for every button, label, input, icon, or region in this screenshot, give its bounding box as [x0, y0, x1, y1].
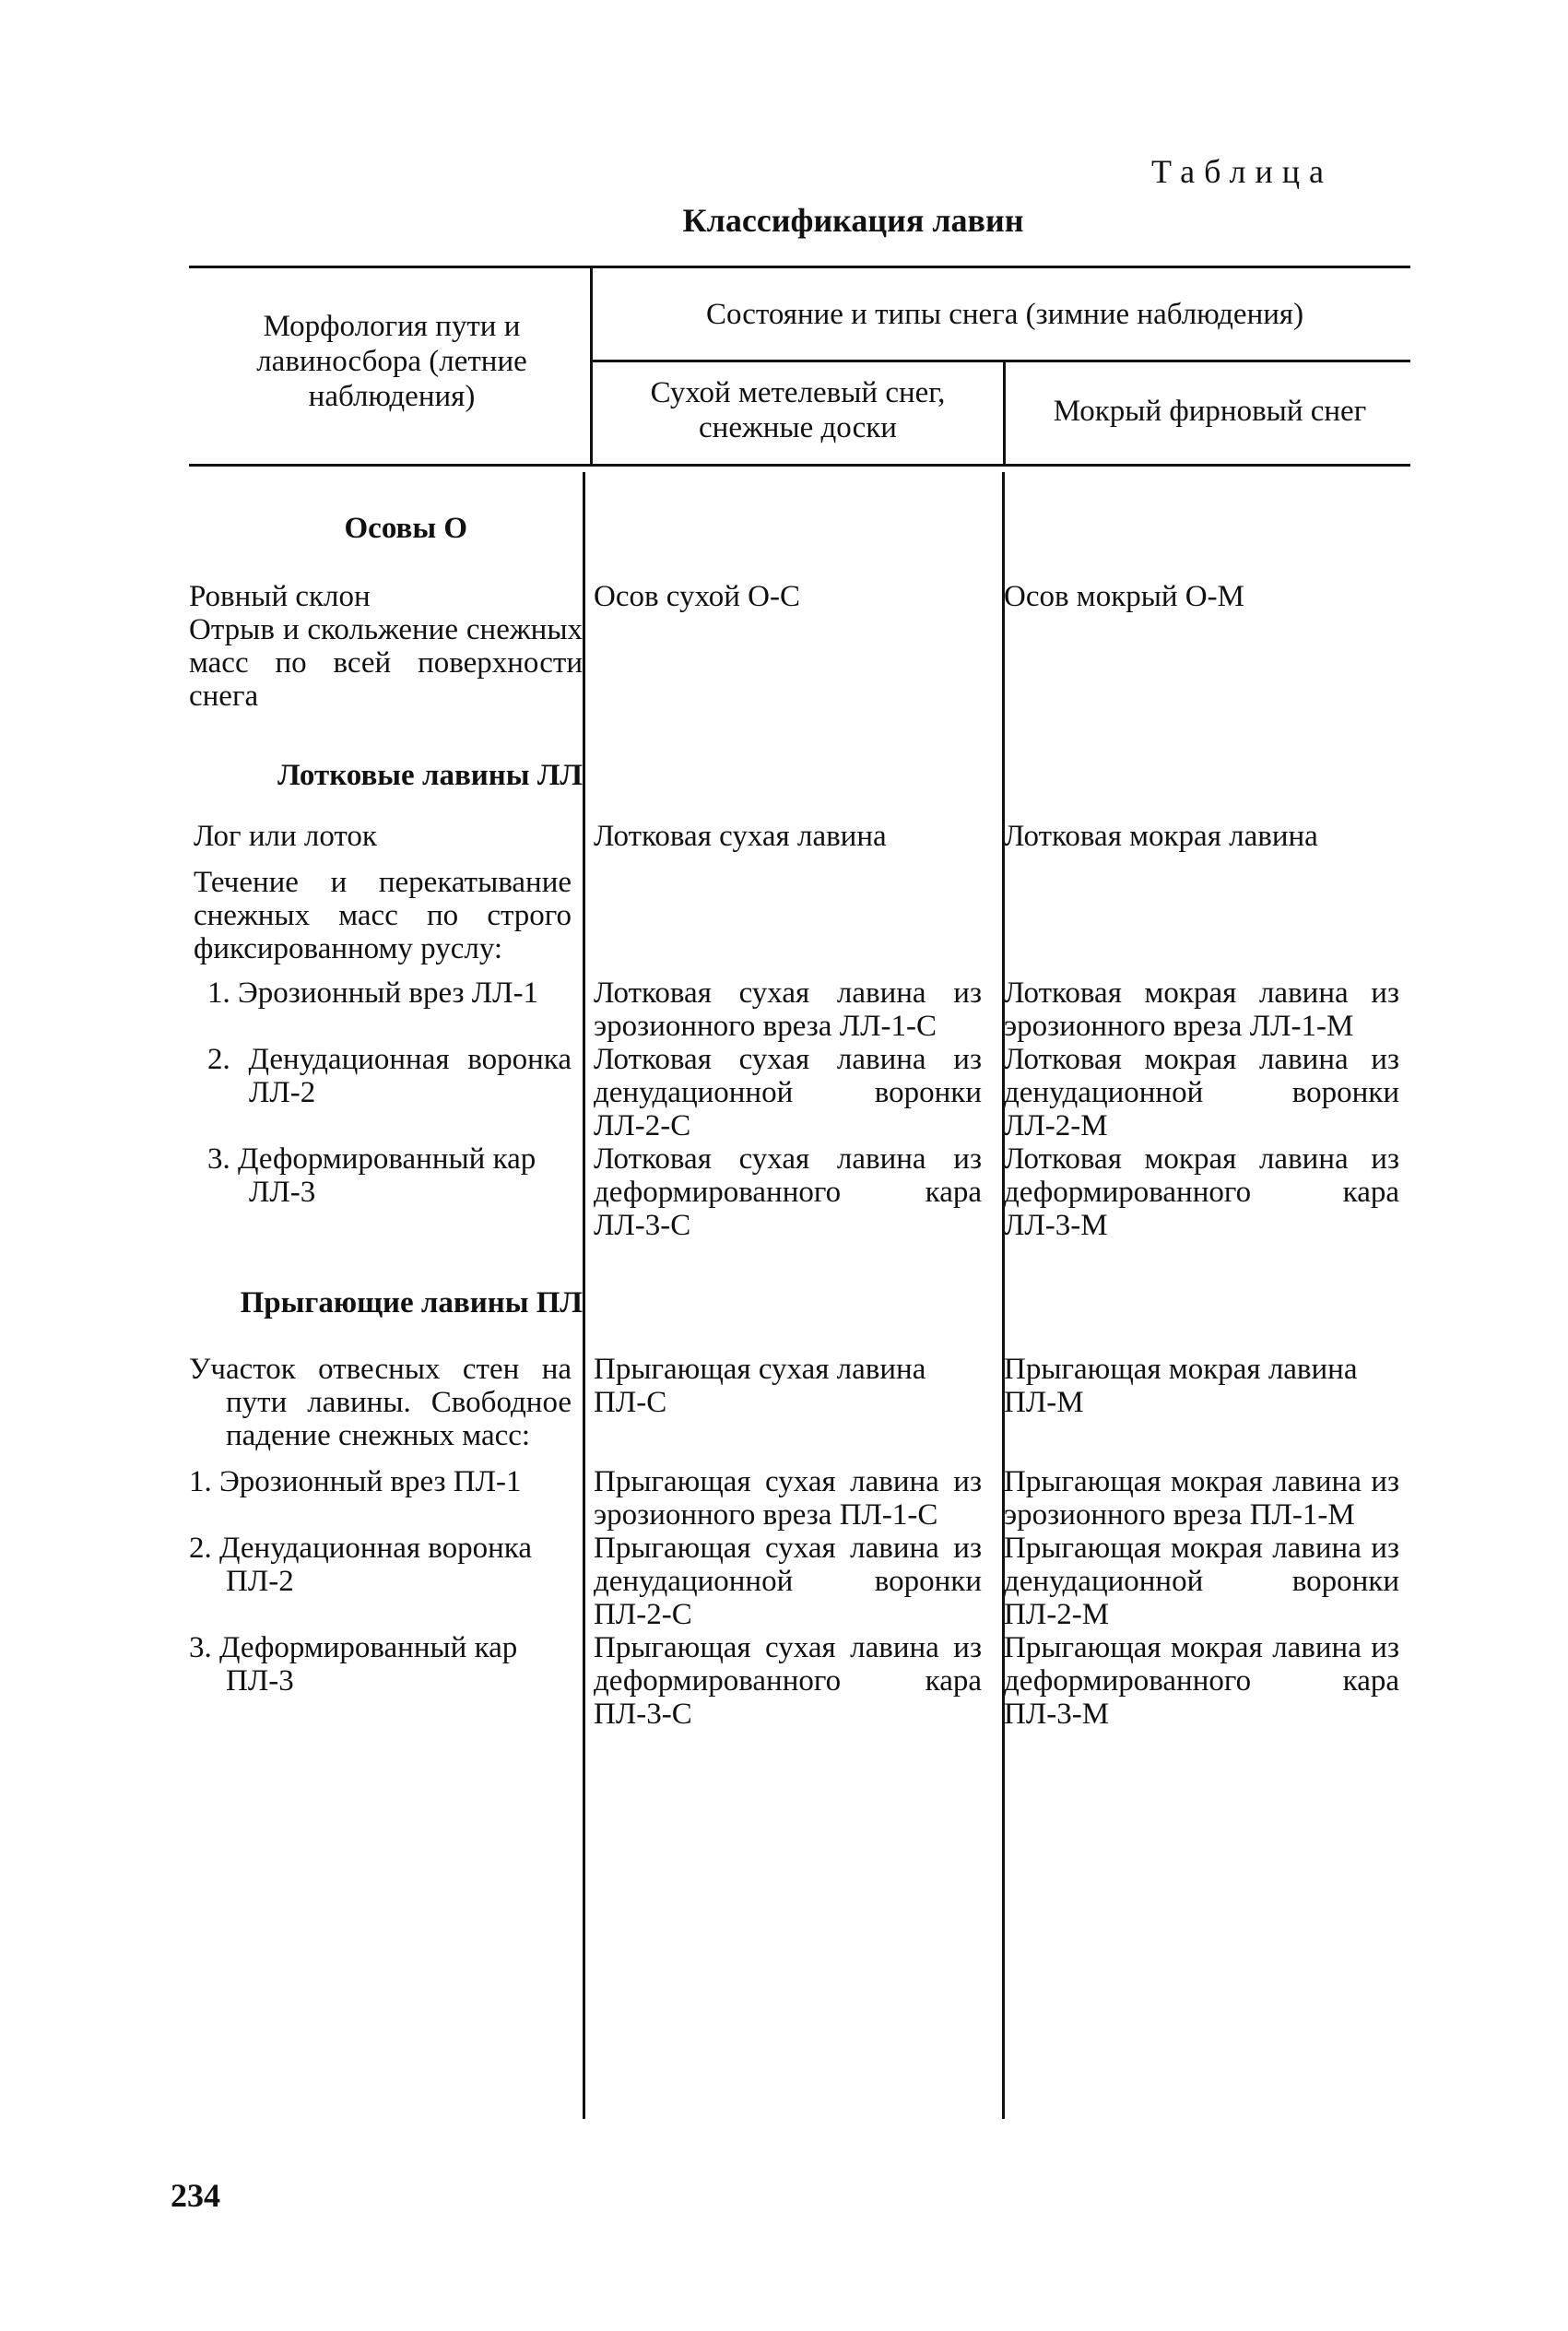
header-col-morphology: Морфология пути и лавиносбора (летние наблюдения): [256, 310, 527, 413]
table-cell: [993, 866, 1410, 976]
section-heading: Лотковые лавины ЛЛ: [277, 759, 583, 792]
page-number: 234: [171, 2177, 220, 2214]
table-cell: Осов мокрый О-М: [1004, 580, 1244, 613]
table-cell: 2. Денудационная воронка ПЛ-2: [189, 1532, 532, 1598]
table-cell: Лог или лоток: [194, 820, 377, 853]
table-cell: Лотковая мокрая лавина: [1004, 820, 1318, 853]
table-cell: Прыгающая сухая лавина из эрозионного вреза ПЛ-1-С: [594, 1465, 982, 1532]
table-cell: Осов сухой О-С: [594, 580, 801, 613]
table-cell: 2. Денудационная воронка ЛЛ-2: [207, 1043, 572, 1109]
header-group-snow: Состояние и типы снега (зимние наблюдения): [705, 298, 1304, 331]
table-cell: Ровный склон: [189, 580, 371, 613]
header-top-rule: [189, 266, 1410, 268]
header-divider-2: [1003, 361, 1006, 464]
table-cell: [993, 613, 1410, 713]
table-cell: Участок отвесных стен на пути лавины. Свободное падение снежных масс:: [189, 1353, 572, 1452]
table-cell: Лотковая сухая лавина из эрозионного вреза ЛЛ-1-С: [594, 976, 982, 1043]
table-cell: Лотковая сухая лавина из денудационной воронки ЛЛ-2-С: [594, 1043, 982, 1142]
section-heading: Прыгающие лавины ПЛ: [240, 1286, 583, 1319]
table-cell: Лотковая мокрая лавина из эрозионного вреза ЛЛ-1-М: [1004, 976, 1399, 1043]
table-cell: Отрыв и скольжение снежных масс по всей поверхности снега: [189, 613, 583, 713]
table-cell: Прыгающая сухая лавина ПЛ-С: [594, 1353, 926, 1419]
table-cell: 1. Эрозионный врез ПЛ-1: [189, 1465, 522, 1498]
table-cell: Прыгающая мокрая лавина ПЛ-М: [1004, 1353, 1358, 1419]
section-heading: Осовы О: [344, 512, 467, 545]
table-cell: Лотковая мокрая лавина из денудационной воронки ЛЛ-2-М: [1004, 1043, 1399, 1142]
header-col-wet: Мокрый фирновый снег: [1053, 395, 1367, 428]
table-cell: Прыгающая сухая лавина из деформированного кара ПЛ-3-С: [594, 1631, 982, 1731]
table-cell: Прыгающая мокрая лавина из денудационной воронки ПЛ-2-М: [1004, 1532, 1399, 1631]
table-cell: Прыгающая мокрая лавина из эрозионного вреза ПЛ-1-М: [1004, 1465, 1399, 1532]
table-cell: [583, 866, 993, 976]
table-cell: [583, 613, 993, 713]
table-cell: 1. Эрозионный врез ЛЛ-1: [207, 976, 539, 1010]
table-cell: Лотковая сухая лавина: [594, 820, 887, 853]
header-bottom-rule: [189, 464, 1410, 467]
table-cell: Прыгающая сухая лавина из денудационной воронки ПЛ-2-С: [594, 1532, 982, 1631]
table-cell: 3. Деформированный кар ЛЛ-3: [207, 1142, 536, 1209]
table-cell: Лотковая сухая лавина из деформированного кара ЛЛ-3-С: [594, 1142, 982, 1242]
table-body: [189, 484, 1410, 1731]
header-divider-1: [590, 267, 593, 464]
table-cell: Лотковая мокрая лавина из деформированного кара ЛЛ-3-М: [1004, 1142, 1399, 1242]
table-cell: Течение и перекатывание снежных масс по строго фиксированному руслу:: [194, 866, 572, 965]
table-label: Таблица: [1151, 153, 1333, 190]
table-cell: 3. Деформированный кар ПЛ-3: [189, 1631, 518, 1698]
header-group-rule: [590, 360, 1410, 362]
header-col-dry: Сухой метелевый снег, снежные доски: [650, 376, 946, 444]
table-title: Классификация лавин: [682, 202, 1024, 239]
table-cell: Прыгающая мокрая лавина из деформированного кара ПЛ-3-М: [1004, 1631, 1399, 1731]
